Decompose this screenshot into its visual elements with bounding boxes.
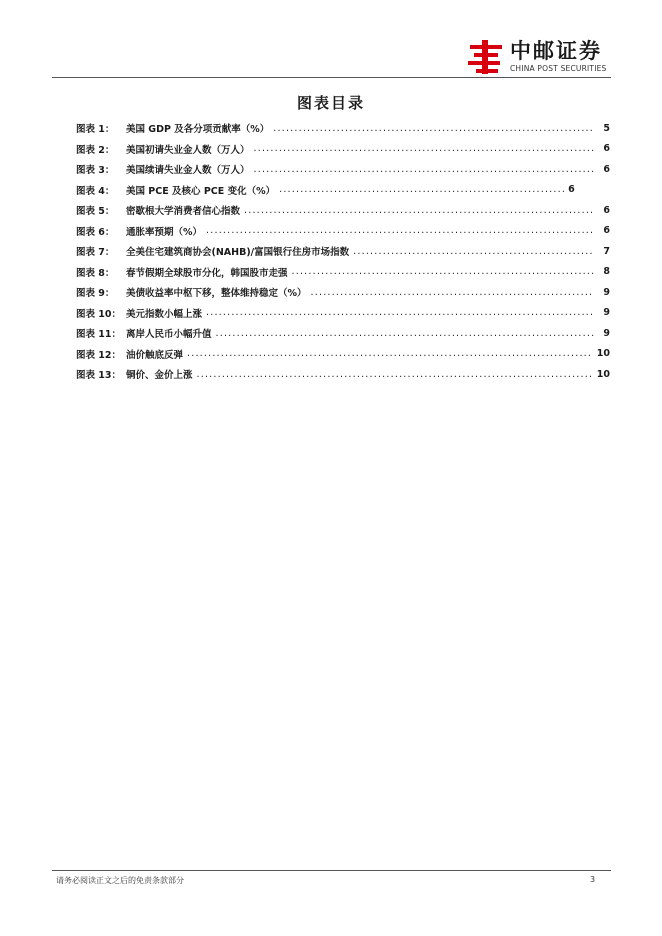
toc-entry-title: 全美住宅建筑商协会(NAHB)/富国银行住房市场指数 [126,247,350,259]
toc-entry-label: 图表 11： [76,329,122,341]
toc-entry[interactable] [76,139,610,160]
china-post-logo-icon [468,40,504,74]
toc-entry[interactable] [76,180,610,201]
toc-entry-label: 图表 6： [76,226,115,238]
toc-entry-page: 6 [603,225,610,237]
toc-leader-dots [273,123,594,134]
toc-entry-label: 图表 7： [76,247,115,259]
toc-leader-dots [244,205,594,216]
toc-entry-label: 图表 3： [76,165,115,177]
toc-entry[interactable] [76,323,610,344]
toc-entry-title: 美债收益率中枢下移，整体维持稳定（%） [126,288,307,300]
footer-divider [52,870,611,871]
toc-entry-page: 6 [568,184,575,196]
toc-entry-title: 油价触底反弹 [126,349,184,361]
toc-entry-label: 图表 5： [76,206,115,218]
toc-list [76,118,610,385]
toc-entry-page: 6 [603,143,610,155]
toc-leader-dots [279,184,564,195]
toc-entry-page: 10 [596,368,610,380]
toc-entry-page: 9 [603,286,610,298]
toc-entry-label: 图表 9： [76,288,115,300]
toc-entry-title: 美国 PCE 及核心 PCE 变化（%） [126,185,276,197]
toc-title: 图表目录 [296,94,365,112]
toc-entry-label: 图表 12： [76,349,122,361]
toc-leader-dots [311,287,594,298]
toc-entry[interactable] [76,241,610,262]
toc-entry-page: 10 [596,348,610,360]
toc-entry-label: 图表 1： [76,124,115,136]
toc-entry[interactable] [76,344,610,365]
toc-leader-dots [206,307,594,318]
toc-leader-dots [353,246,594,257]
toc-entry-label: 图表 10： [76,308,122,320]
toc-leader-dots [292,266,594,277]
toc-entry[interactable] [76,159,610,180]
toc-entry-page: 7 [603,245,610,257]
toc-leader-dots [197,369,593,380]
toc-entry[interactable] [76,282,610,303]
toc-entry-title: 通胀率预期（%） [126,226,203,238]
toc-entry[interactable] [76,364,610,385]
toc-entry-page: 6 [603,204,610,216]
logo-english-name: CHINA POST SECURITIES [510,64,607,73]
toc-entry-page: 8 [603,266,610,278]
toc-entry-page: 9 [603,307,610,319]
toc-entry-label: 图表 4： [76,185,115,197]
toc-entry[interactable] [76,303,610,324]
footer-page-number: 3 [590,875,596,884]
toc-entry-label: 图表 2： [76,144,115,156]
toc-entry[interactable] [76,200,610,221]
toc-entry-title: 美国 GDP 及各分项贡献率（%） [126,124,270,136]
footer-disclaimer: 请务必阅读正文之后的免责条款部分 [56,876,184,885]
company-logo [468,40,618,74]
toc-entry-page: 9 [603,327,610,339]
toc-entry-title: 离岸人民币小幅升值 [126,329,212,341]
logo-chinese-name: 中邮证券 [510,39,602,63]
toc-leader-dots [187,348,593,359]
toc-entry-title: 美国初请失业金人数（万人） [126,144,250,156]
toc-leader-dots [254,164,594,175]
toc-entry-title: 春节假期全球股市分化，韩国股市走强 [126,267,288,279]
toc-entry[interactable] [76,118,610,139]
toc-entry[interactable] [76,221,610,242]
toc-entry-title: 铜价、金价上涨 [126,370,193,382]
toc-entry[interactable] [76,262,610,283]
toc-entry-title: 美国续请失业金人数（万人） [126,165,250,177]
header-divider [52,77,611,78]
toc-entry-page: 6 [603,163,610,175]
toc-entry-title: 密歇根大学消费者信心指数 [126,206,241,218]
toc-entry-page: 5 [603,122,610,134]
toc-leader-dots [216,328,594,339]
toc-entry-title: 美元指数小幅上涨 [126,308,203,320]
toc-entry-label: 图表 13： [76,370,122,382]
toc-entry-label: 图表 8： [76,267,115,279]
toc-leader-dots [254,143,594,154]
toc-leader-dots [206,225,594,236]
